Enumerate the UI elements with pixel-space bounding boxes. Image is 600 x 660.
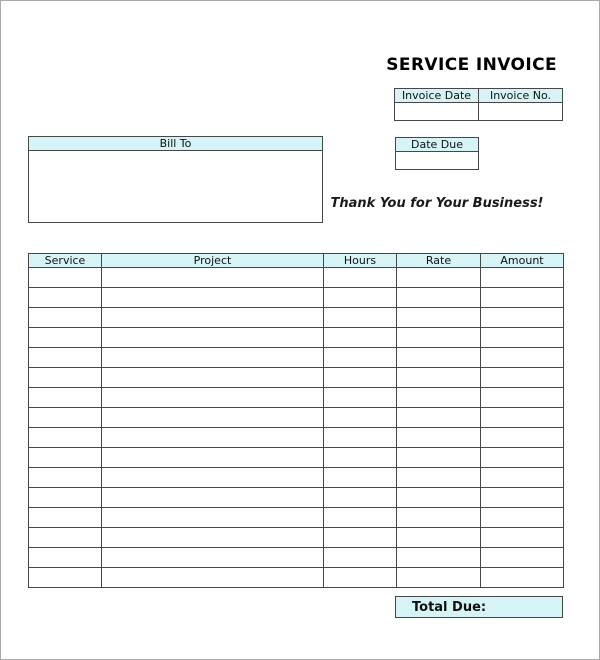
invoice-no-header: Invoice No.	[479, 89, 563, 103]
col-header-service: Service	[29, 254, 102, 268]
line-item-row	[29, 348, 564, 368]
line-item-cell[interactable]	[397, 448, 481, 468]
line-item-cell[interactable]	[102, 288, 324, 308]
line-item-cell[interactable]	[324, 348, 397, 368]
line-item-cell[interactable]	[397, 468, 481, 488]
line-item-cell[interactable]	[102, 448, 324, 468]
line-item-cell[interactable]	[102, 368, 324, 388]
bill-to-box	[28, 136, 323, 223]
line-item-cell[interactable]	[29, 288, 102, 308]
line-item-cell[interactable]	[102, 348, 324, 368]
invoice-date-field[interactable]	[395, 103, 479, 121]
line-item-row	[29, 548, 564, 568]
line-item-row	[29, 328, 564, 348]
line-item-cell[interactable]	[324, 308, 397, 328]
line-item-cell[interactable]	[397, 368, 481, 388]
col-header-rate: Rate	[397, 254, 481, 268]
line-item-cell[interactable]	[324, 268, 397, 288]
invoice-meta-table	[394, 88, 563, 121]
line-item-cell[interactable]	[324, 388, 397, 408]
line-item-cell[interactable]	[481, 348, 564, 368]
line-item-row	[29, 428, 564, 448]
line-item-cell[interactable]	[324, 288, 397, 308]
invoice-meta-value-row	[395, 103, 563, 121]
date-due-field[interactable]	[396, 152, 478, 169]
line-item-cell[interactable]	[397, 508, 481, 528]
line-item-cell[interactable]	[102, 328, 324, 348]
line-item-cell[interactable]	[29, 528, 102, 548]
line-item-cell[interactable]	[29, 568, 102, 588]
line-item-row	[29, 568, 564, 588]
line-item-row	[29, 508, 564, 528]
line-items-table	[28, 253, 564, 588]
line-item-cell[interactable]	[397, 268, 481, 288]
line-item-row	[29, 528, 564, 548]
line-item-cell[interactable]	[397, 528, 481, 548]
line-item-cell[interactable]	[481, 528, 564, 548]
bill-to-header: Bill To	[29, 137, 322, 151]
line-item-cell[interactable]	[481, 288, 564, 308]
bill-to-field[interactable]	[29, 151, 322, 222]
line-item-cell[interactable]	[324, 368, 397, 388]
line-item-cell[interactable]	[481, 448, 564, 468]
line-item-cell[interactable]	[102, 408, 324, 428]
line-item-row	[29, 388, 564, 408]
line-item-cell[interactable]	[29, 548, 102, 568]
line-item-cell[interactable]	[397, 428, 481, 448]
line-item-cell[interactable]	[102, 308, 324, 328]
line-item-cell[interactable]	[102, 388, 324, 408]
line-item-cell[interactable]	[324, 488, 397, 508]
line-item-cell[interactable]	[29, 308, 102, 328]
page-title: SERVICE INVOICE	[386, 55, 557, 75]
thank-you-note: Thank You for Your Business!	[330, 196, 544, 211]
line-item-cell[interactable]	[324, 468, 397, 488]
line-item-cell[interactable]	[397, 408, 481, 428]
line-item-row	[29, 288, 564, 308]
line-item-cell[interactable]	[324, 528, 397, 548]
line-item-cell[interactable]	[29, 368, 102, 388]
col-header-project: Project	[102, 254, 324, 268]
line-item-row	[29, 408, 564, 428]
line-item-cell[interactable]	[324, 408, 397, 428]
line-item-cell[interactable]	[102, 528, 324, 548]
line-item-cell[interactable]	[397, 348, 481, 368]
col-header-amount: Amount	[481, 254, 564, 268]
line-item-cell[interactable]	[29, 488, 102, 508]
line-item-row	[29, 308, 564, 328]
line-item-cell[interactable]	[102, 548, 324, 568]
line-item-cell[interactable]	[481, 488, 564, 508]
line-item-row	[29, 268, 564, 288]
line-item-cell[interactable]	[481, 368, 564, 388]
total-due-bar	[395, 596, 563, 618]
line-item-cell[interactable]	[481, 388, 564, 408]
line-items-body	[29, 268, 564, 588]
line-item-cell[interactable]	[481, 408, 564, 428]
line-item-cell[interactable]	[324, 508, 397, 528]
line-item-cell[interactable]	[397, 568, 481, 588]
line-item-cell[interactable]	[397, 308, 481, 328]
line-item-cell[interactable]	[397, 548, 481, 568]
line-item-cell[interactable]	[397, 328, 481, 348]
line-item-cell[interactable]	[29, 428, 102, 448]
line-item-cell[interactable]	[397, 488, 481, 508]
line-item-cell[interactable]	[102, 428, 324, 448]
line-item-cell[interactable]	[102, 268, 324, 288]
line-item-cell[interactable]	[324, 448, 397, 468]
line-item-cell[interactable]	[29, 328, 102, 348]
line-item-cell[interactable]	[481, 428, 564, 448]
line-item-cell[interactable]	[29, 408, 102, 428]
invoice-date-header: Invoice Date	[395, 89, 479, 103]
line-item-cell[interactable]	[324, 548, 397, 568]
line-item-cell[interactable]	[102, 488, 324, 508]
line-item-row	[29, 468, 564, 488]
line-item-row	[29, 448, 564, 468]
col-header-hours: Hours	[324, 254, 397, 268]
line-item-cell[interactable]	[29, 348, 102, 368]
line-item-cell[interactable]	[324, 328, 397, 348]
line-item-cell[interactable]	[29, 448, 102, 468]
line-item-cell[interactable]	[102, 568, 324, 588]
line-item-cell[interactable]	[481, 308, 564, 328]
total-due-label: Total Due:	[412, 599, 487, 615]
line-item-row	[29, 368, 564, 388]
line-item-cell[interactable]	[481, 328, 564, 348]
date-due-header: Date Due	[396, 138, 478, 152]
invoice-no-field[interactable]	[479, 103, 563, 121]
line-item-cell[interactable]	[481, 268, 564, 288]
line-item-cell[interactable]	[481, 508, 564, 528]
line-items-header-row	[29, 254, 564, 268]
line-item-row	[29, 488, 564, 508]
line-item-cell[interactable]	[102, 508, 324, 528]
date-due-box	[395, 137, 479, 170]
line-item-cell[interactable]	[481, 548, 564, 568]
line-item-cell[interactable]	[481, 468, 564, 488]
line-item-cell[interactable]	[324, 428, 397, 448]
line-item-cell[interactable]	[29, 388, 102, 408]
total-due-field[interactable]	[486, 597, 562, 617]
line-item-cell[interactable]	[29, 268, 102, 288]
invoice-meta-header-row	[395, 89, 563, 103]
line-item-cell[interactable]	[29, 468, 102, 488]
line-item-cell[interactable]	[481, 568, 564, 588]
line-item-cell[interactable]	[397, 388, 481, 408]
line-item-cell[interactable]	[29, 508, 102, 528]
line-item-cell[interactable]	[102, 468, 324, 488]
line-item-cell[interactable]	[324, 568, 397, 588]
line-item-cell[interactable]	[397, 288, 481, 308]
